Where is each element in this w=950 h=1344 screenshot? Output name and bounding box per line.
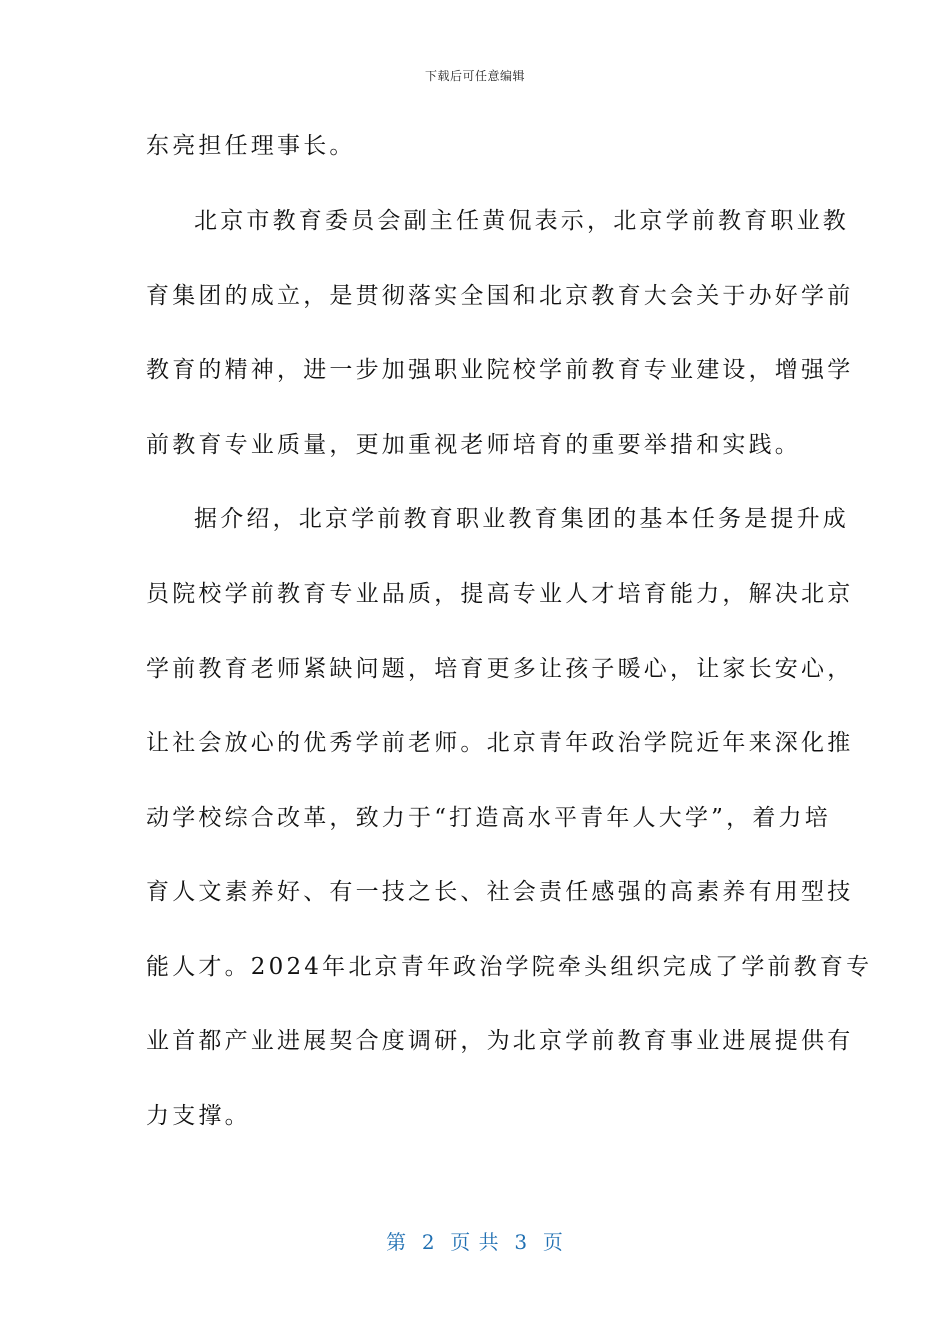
text-line: 前教育专业质量，更加重视老师培育的重要举措和实践。 <box>146 432 801 458</box>
text-line: 教育的精神，进一步加强职业院校学前教育专业建设，增强学 <box>146 357 854 383</box>
text-line: 学前教育老师紧缺问题，培育更多让孩子暖心，让家长安心， <box>146 656 854 682</box>
paragraph-first-line: 据介绍，北京学前教育职业教育集团的基本任务是提升成 <box>194 506 849 532</box>
text-line: 让社会放心的优秀学前老师。北京青年政治学院近年来深化推 <box>146 730 854 756</box>
text-line: 业首都产业进展契合度调研，为北京学前教育事业进展提供有 <box>146 1028 854 1054</box>
header-note: 下载后可任意编辑 <box>424 69 525 83</box>
text-line: 能人才。2024年北京青年政治学院牵头组织完成了学前教育专 <box>146 954 873 980</box>
text-line: 员院校学前教育专业品质，提高专业人才培育能力，解决北京 <box>146 581 854 607</box>
text-line: 育集团的成立，是贯彻落实全国和北京教育大会关于办好学前 <box>146 283 854 309</box>
text-line: 育人文素养好、有一技之长、社会责任感强的高素养有用型技 <box>146 879 854 905</box>
paragraph-first-line: 北京市教育委员会副主任黄侃表示，北京学前教育职业教 <box>194 208 849 234</box>
text-line: 力支撑。 <box>146 1103 251 1129</box>
text-line: 东亮担任理事长。 <box>146 133 356 159</box>
page-number-footer: 第 2 页 共 3 页 <box>386 1230 564 1254</box>
text-line: 动学校综合改革，致力于“打造高水平青年人大学”，着力培 <box>146 805 831 831</box>
